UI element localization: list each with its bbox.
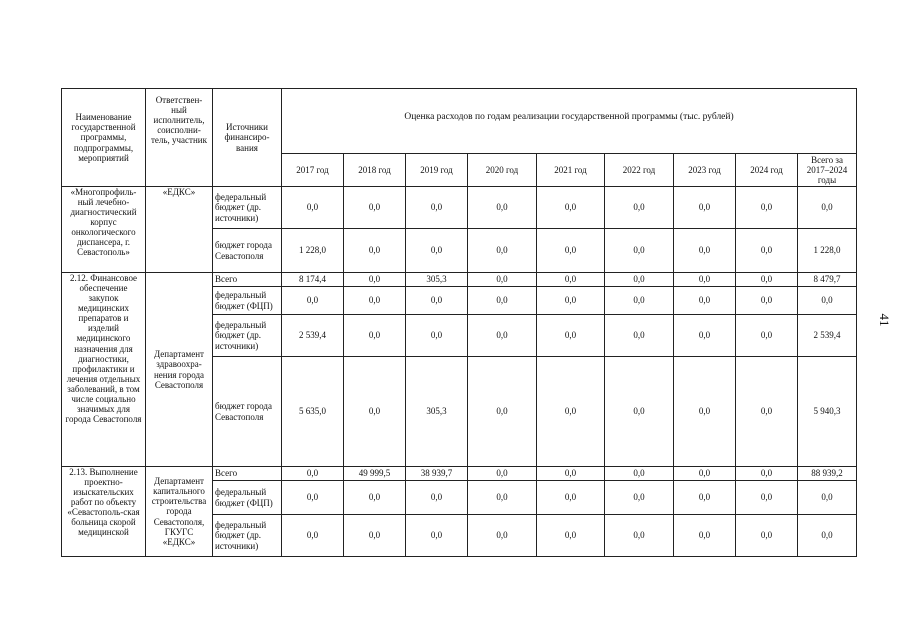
total-cell: 5 940,3 [798,357,857,467]
year-value-cell: 0,0 [406,315,468,357]
year-header: 2017 год [282,154,344,187]
year-value-cell: 0,0 [605,515,674,557]
year-value-cell: 0,0 [537,467,605,481]
year-value-cell: 0,0 [537,229,605,273]
year-value-cell: 0,0 [282,287,344,315]
year-value-cell: 0,0 [344,187,406,229]
year-header: 2019 год [406,154,468,187]
year-value-cell: 0,0 [736,273,798,287]
year-value-cell: 0,0 [736,229,798,273]
year-value-cell: 1 228,0 [282,229,344,273]
year-value-cell: 0,0 [406,515,468,557]
year-value-cell: 0,0 [674,287,736,315]
year-value-cell: 0,0 [537,481,605,515]
year-value-cell: 0,0 [282,187,344,229]
year-value-cell: 49 999,5 [344,467,406,481]
measure-executor: Департамент здравоохра-нения города Севастополя [146,273,213,467]
year-value-cell: 0,0 [605,467,674,481]
year-value-cell: 0,0 [406,287,468,315]
year-value-cell: 0,0 [605,357,674,467]
year-value-cell: 0,0 [344,481,406,515]
year-value-cell: 0,0 [282,481,344,515]
year-value-cell: 0,0 [674,481,736,515]
total-cell: 1 228,0 [798,229,857,273]
measure-name: 2.12. Финансовое обеспечение закупок медицинских препаратов и изделий медицинского назначения для диагностики, профилактики и лечения отдельных заболеваний, в том числе социально значимых для города Севастополя [62,273,146,467]
funding-source: бюджет города Севастополя [213,357,282,467]
year-value-cell: 0,0 [605,273,674,287]
year-value-cell: 2 539,4 [282,315,344,357]
year-header: 2023 год [674,154,736,187]
year-value-cell: 0,0 [605,315,674,357]
year-value-cell: 0,0 [736,287,798,315]
year-value-cell: 38 939,7 [406,467,468,481]
year-value-cell: 0,0 [282,467,344,481]
measure-name: 2.13. Выполнение проектно-изыскательских работ по объекту «Севастополь-ская больница скорой медицинской [62,467,146,557]
year-header: 2018 год [344,154,406,187]
header-row [62,89,857,154]
year-value-cell: 0,0 [406,481,468,515]
year-value-cell: 0,0 [674,229,736,273]
measure-executor: Департамент капитального строительства города Севастополя, ГКУГС «ЕДКС» [146,467,213,557]
funding-source: федеральный бюджет (др. источники) [213,187,282,229]
year-header: 2022 год [605,154,674,187]
page-number: 41 [877,313,892,327]
year-value-cell: 0,0 [468,273,537,287]
year-value-cell: 0,0 [468,357,537,467]
total-cell: 0,0 [798,287,857,315]
year-value-cell: 0,0 [468,467,537,481]
year-value-cell: 0,0 [406,187,468,229]
funding-source: федеральный бюджет (ФЦП) [213,287,282,315]
year-value-cell: 0,0 [468,187,537,229]
year-value-cell: 0,0 [674,357,736,467]
measure-executor: «ЕДКС» [146,187,213,273]
year-value-cell: 0,0 [468,481,537,515]
budget-table [61,88,857,557]
total-cell: 88 939,2 [798,467,857,481]
funding-source: Всего [213,467,282,481]
year-value-cell: 0,0 [674,315,736,357]
year-value-cell: 0,0 [674,187,736,229]
year-value-cell: 0,0 [344,273,406,287]
header-estimate: Оценка расходов по годам реализации государственной программы (тыс. рублей) [282,89,857,154]
year-value-cell: 0,0 [344,229,406,273]
year-value-cell: 0,0 [736,187,798,229]
measure-name: «Многопрофиль-ный лечебно-диагностический корпус онкологического диспансера, г. Севастополь» [62,187,146,273]
year-header: 2021 год [537,154,605,187]
year-value-cell: 0,0 [736,315,798,357]
table-row [62,467,857,481]
header-executor: Ответствен-ный исполнитель, соисполни-тель, участник [146,89,213,187]
year-value-cell: 0,0 [406,229,468,273]
year-value-cell: 0,0 [605,229,674,273]
year-value-cell: 0,0 [537,187,605,229]
year-value-cell: 5 635,0 [282,357,344,467]
year-value-cell: 0,0 [537,315,605,357]
year-value-cell: 0,0 [344,515,406,557]
year-value-cell: 0,0 [736,467,798,481]
header-source: Источники финансиро-вания [213,89,282,187]
funding-source: бюджет города Севастополя [213,229,282,273]
total-cell: 8 479,7 [798,273,857,287]
year-value-cell: 0,0 [537,357,605,467]
year-value-cell: 305,3 [406,357,468,467]
year-value-cell: 0,0 [736,515,798,557]
funding-source: Всего [213,273,282,287]
year-value-cell: 0,0 [282,515,344,557]
header-name: Наименование государственной программы, подпрограммы, мероприятий [62,89,146,187]
year-value-cell: 0,0 [344,357,406,467]
year-header: 2020 год [468,154,537,187]
year-value-cell: 0,0 [468,287,537,315]
year-value-cell: 0,0 [537,287,605,315]
year-value-cell: 0,0 [736,481,798,515]
funding-source: федеральный бюджет (ФЦП) [213,481,282,515]
year-value-cell: 8 174,4 [282,273,344,287]
year-value-cell: 305,3 [406,273,468,287]
total-cell: 2 539,4 [798,315,857,357]
table-row [62,187,857,229]
year-value-cell: 0,0 [605,287,674,315]
year-value-cell: 0,0 [674,515,736,557]
total-header: Всего за 2017–2024 годы [798,154,857,187]
funding-source: федеральный бюджет (др. источники) [213,515,282,557]
year-value-cell: 0,0 [605,481,674,515]
total-cell: 0,0 [798,187,857,229]
funding-source: федеральный бюджет (др. источники) [213,315,282,357]
year-value-cell: 0,0 [537,273,605,287]
year-value-cell: 0,0 [605,187,674,229]
year-value-cell: 0,0 [537,515,605,557]
table-row [62,273,857,287]
year-value-cell: 0,0 [468,229,537,273]
year-value-cell: 0,0 [468,515,537,557]
year-value-cell: 0,0 [674,467,736,481]
year-value-cell: 0,0 [736,357,798,467]
year-value-cell: 0,0 [344,315,406,357]
year-value-cell: 0,0 [468,315,537,357]
year-value-cell: 0,0 [674,273,736,287]
total-cell: 0,0 [798,515,857,557]
year-value-cell: 0,0 [344,287,406,315]
year-header: 2024 год [736,154,798,187]
total-cell: 0,0 [798,481,857,515]
